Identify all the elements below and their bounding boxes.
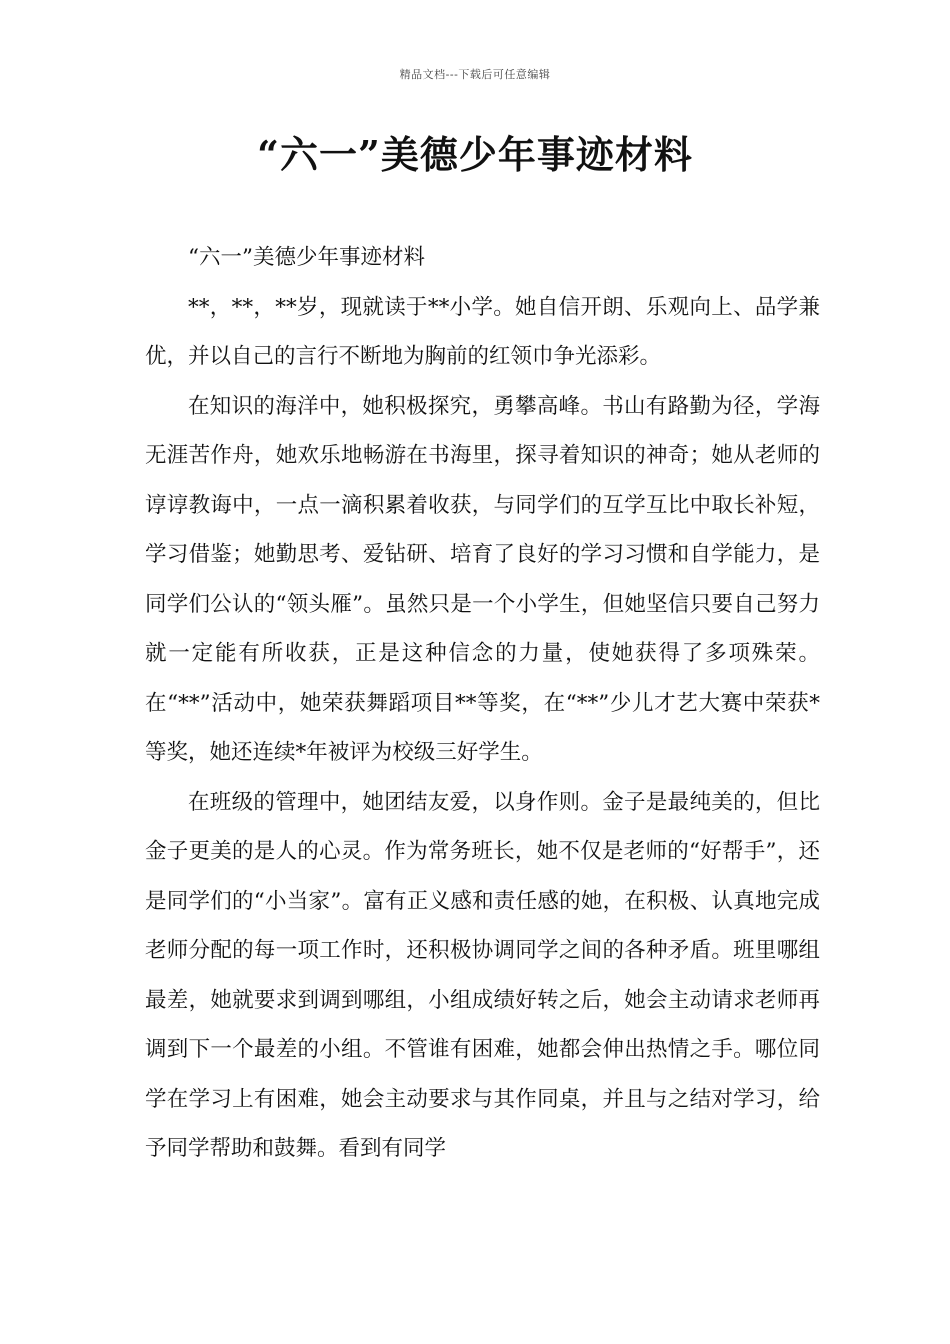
paragraph-class: 在班级的管理中，她团结友爱，以身作则。金子是最纯美的，但比金子更美的是人的心灵。作为常务班长，她不仅是老师的“好帮手”，还是同学们的“小当家”。富有正义感和责任感的她，在积极、认真地完成老师分配的每一项工作时，还积极协调同学之间的各种矛盾。班里哪组最差，她就要求到调到哪组，小组成绩好转之后，她会主动请求老师再调到下一个最差的小组。不管谁有困难，她都会伸出热情之手。哪位同学在学习上有困难，她会主动要求与其作同桌，并且与之结对学习，给予同学帮助和鼓舞。看到有同学 <box>145 789 820 1161</box>
paragraph-subtitle: “六一”美德少年事迹材料 <box>188 245 425 270</box>
document-title: “六一”美德少年事迹材料 <box>257 132 693 177</box>
paragraph-study: 在知识的海洋中，她积极探究，勇攀高峰。书山有路勤为径，学海无涯苦作舟，她欢乐地畅游在书海里，探寻着知识的神奇；她从老师的谆谆教诲中，一点一滴积累着收获，与同学们的互学互比中取长补短，学习借鉴；她勤思考、爱钻研、培育了良好的学习习惯和自学能力，是同学们公认的“领头雁”。虽然只是一个小学生，但她坚信只要自己努力就一定能有所收获，正是这种信念的力量，使她获得了多项殊荣。在“**”活动中，她荣获舞蹈项目**等奖，在“**”少儿才艺大赛中荣获*等奖，她还连续*年被评为校级三好学生。 <box>145 393 820 765</box>
document-body <box>145 233 820 1174</box>
paragraph-intro: **，**，**岁，现就读于**小学。她自信开朗、乐观向上、品学兼优，并以自己的言行不断地为胸前的红领巾争光添彩。 <box>145 294 820 369</box>
header-note: 精品文档---下载后可任意编辑 <box>399 68 551 81</box>
